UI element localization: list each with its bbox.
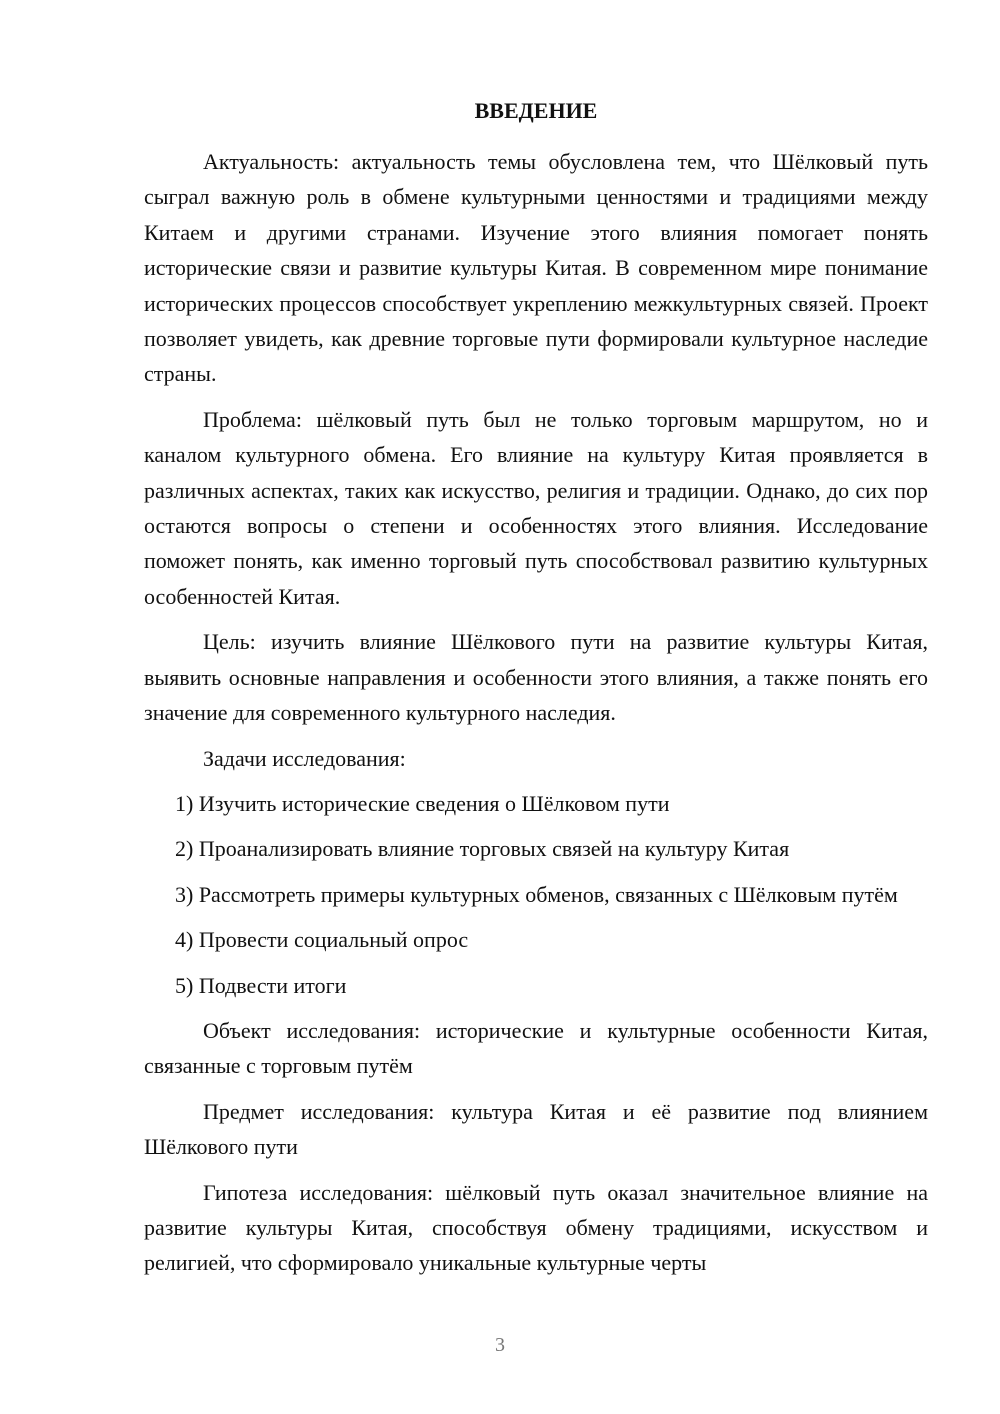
tasks-heading: Задачи исследования: <box>203 745 406 771</box>
subject-paragraph: Предмет исследования: культура Китая и её развитие под влиянием Шёлкового пути <box>144 1098 928 1160</box>
page-title: ВВЕДЕНИЕ <box>474 98 598 123</box>
object-paragraph: Объект исследования: исторические и культурные особенности Китая, связанные с торговым путём <box>144 1017 928 1079</box>
page-number: 3 <box>495 1334 505 1356</box>
hypothesis-paragraph: Гипотеза исследования: шёлковый путь оказал значительное влияние на развитие культуры Китая, способствуя обмену традициями, искусством и религией, что сформировало уникальные культурные черты <box>144 1179 928 1276</box>
task-item-4: 4) Провести социальный опрос <box>175 927 469 953</box>
task-item-2: 2) Проанализировать влияние торговых связей на культуру Китая <box>175 836 790 862</box>
task-item-5: 5) Подвести итоги <box>175 972 347 998</box>
task-item-3: 3) Рассмотреть примеры культурных обменов, связанных с Шёлковым путём <box>175 881 898 907</box>
task-item-1: 1) Изучить исторические сведения о Шёлковом пути <box>175 790 670 816</box>
relevance-paragraph: Актуальность: актуальность темы обусловлена тем, что Шёлковый путь сыграл важную роль в обмене культурными ценностями и традициями между Китаем и другими странами. Изучение этого влияния помогает понять исторические связи и развитие культуры Китая. В современном мире понимание исторических процессов способствует укреплению межкультурных связей. Проект позволяет увидеть, как древние торговые пути формировали культурное наследие страны. <box>144 149 928 387</box>
problem-paragraph: Проблема: шёлковый путь был не только торговым маршрутом, но и каналом культурного обмена. Его влияние на культуру Китая проявляется в различных аспектах, таких как искусство, религия и традиции. Однако, до сих пор остаются вопросы о степени и особенностях этого влияния. Исследование поможет понять, как именно торговый путь способствовал развитию культурных особенностей Китая. <box>144 406 928 609</box>
goal-paragraph: Цель: изучить влияние Шёлкового пути на развитие культуры Китая, выявить основные направления и особенности этого влияния, а также понять его значение для современного культурного наследия. <box>144 629 928 726</box>
